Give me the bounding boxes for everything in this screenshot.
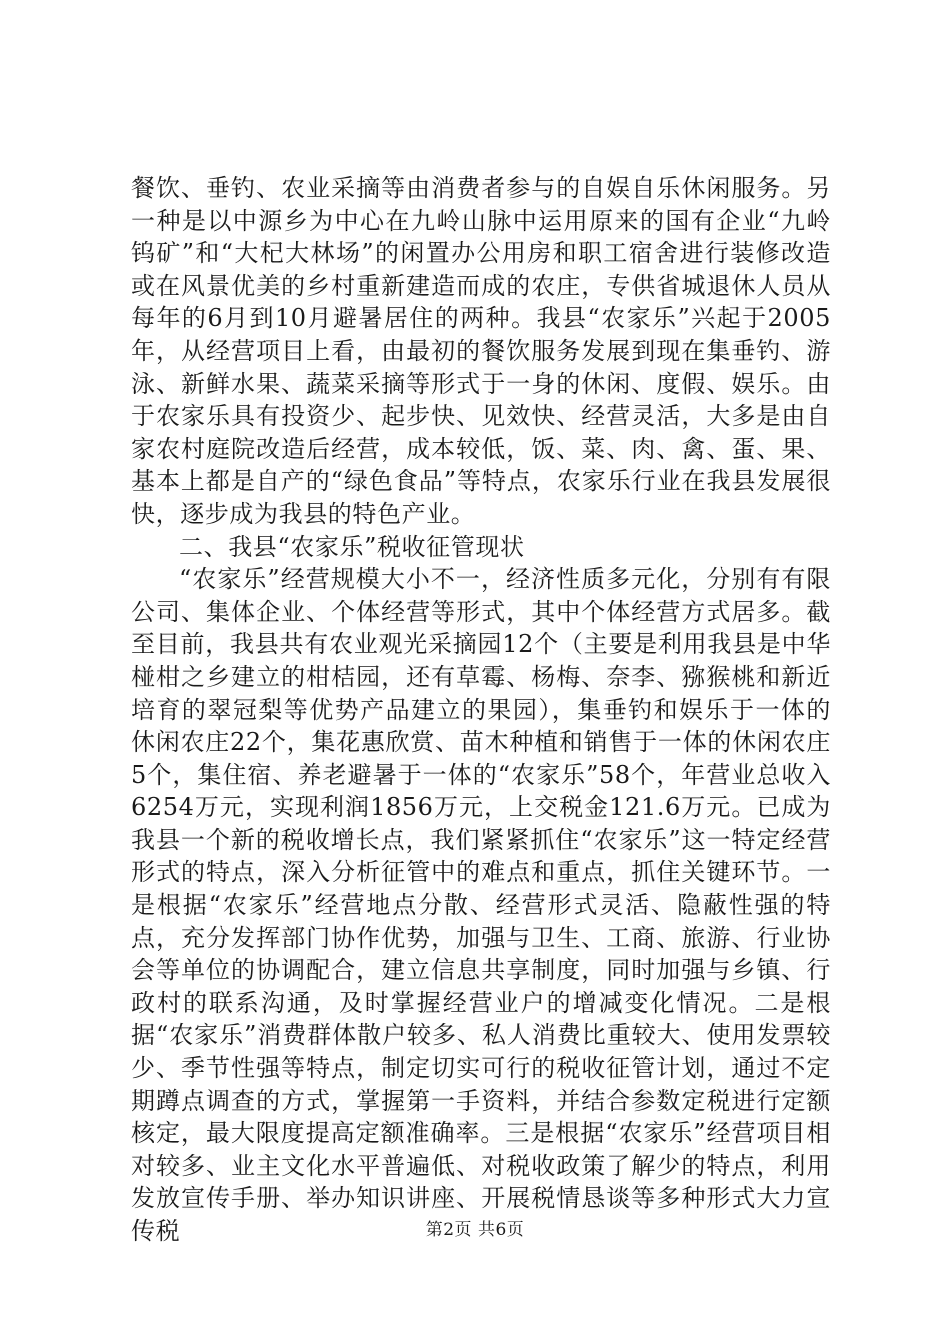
- paragraph-rural-tourism-types: 餐饮、垂钓、农业采摘等由消费者参与的自娱自乐休闲服务。另一种是以中源乡为中心在九岭山脉中运用原来的国有企业“九岭钨矿”和“大杞大林场”的闲置办公用房和职工宿舍进行装修改造或在风景优美的乡村重新建造而成的农庄，专供省城退休人员从每年的6月到10月避暑居住的两种。我县“农家乐”兴起于2005年，从经营项目上看，由最初的餐饮服务发展到现在集垂钓、游泳、新鲜水果、蔬菜采摘等形式于一身的休闲、度假、娱乐。由于农家乐具有投资少、起步快、见效快、经营灵活，大多是由自家农村庭院改造后经营，成本较低，饭、菜、肉、禽、蛋、果、基本上都是自产的“绿色食品”等特点，农家乐行业在我县发展很快，逐步成为我县的特色产业。: [131, 174, 831, 528]
- document-body: [131, 172, 831, 1248]
- page-number-footer: 第2页 共6页: [425, 1220, 525, 1240]
- section-heading-tax-status: 二、我县“农家乐”税收征管现状: [179, 532, 525, 561]
- paragraph-tax-collection-status: “农家乐”经营规模大小不一，经济性质多元化，分别有有限公司、集体企业、个体经营等形式，其中个体经营方式居多。截至目前，我县共有农业观光采摘园12个（主要是利用我县是中华椪柑之乡建立的柑桔园，还有草霉、杨梅、奈李、猕猴桃和新近培育的翠冠梨等优势产品建立的果园），集垂钓和娱乐于一体的休闲农庄22个，集花惠欣赏、苗木种植和销售于一体的休闲农庄5个，集住宿、养老避暑于一体的“农家乐”58个，年营业总收入6254万元，实现利润1856万元，上交税金121.6万元。已成为我县一个新的税收增长点，我们紧紧抓住“农家乐”这一特定经营形式的特点，深入分析征管中的难点和重点，抓住关键环节。一是根据“农家乐”经营地点分散、经营形式灵活、隐蔽性强的特点，充分发挥部门协作优势，加强与卫生、工商、旅游、行业协会等单位的协调配合，建立信息共享制度，同时加强与乡镇、行政村的联系沟通，及时掌握经营业户的增减变化情况。二是根据“农家乐”消费群体散户较多、私人消费比重较大、使用发票较少、季节性强等特点，制定切实可行的税收征管计划，通过不定期蹲点调查的方式，掌握第一手资料，并结合参数定税进行定额核定，最大限度提高定额准确率。三是根据“农家乐”经营项目相对较多、业主文化水平普遍低、对税收政策了解少的特点，利用发放宣传手册、举办知识讲座、开展税情恳谈等多种形式大力宣传税: [131, 565, 831, 1245]
